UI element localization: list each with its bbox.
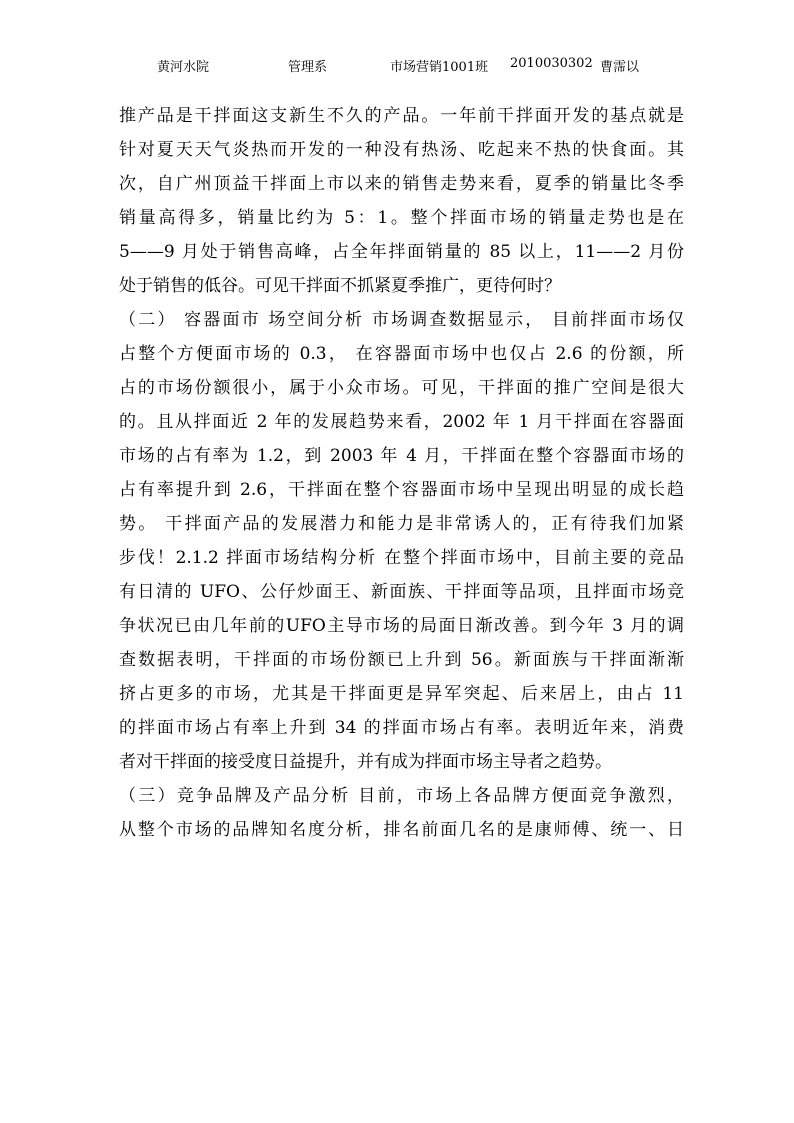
text-line: 挤占更多的市场，尤其是干拌面更是异军突起、后来居上，由占 11 (119, 684, 684, 704)
text-line: 的拌面市场占有率上升到 34 的拌面市场占有率。表明近年来，消费 (119, 718, 684, 738)
text-line: 占有率提升到 2.6，干拌面在整个容器面市场中呈现出明显的成长趋 (119, 480, 684, 500)
text-line: 的。且从拌面近 2 年的发展趋势来看，2002 年 1 月干拌面在容器面 (119, 412, 684, 432)
text-line: 处于销售的低谷。可见干拌面不抓紧夏季推广，更待何时？ (119, 276, 561, 296)
text-line: 销量高得多，销量比约为 5：1。整个拌面市场的销量走势也是在 (119, 208, 684, 228)
text-line: 有日清的 UFO、公仔炒面王、新面族、干拌面等品项，且拌面市场竞 (119, 582, 684, 602)
text-line: 次，自广州顶益干拌面上市以来的销售走势来看，夏季的销量比冬季 (119, 174, 684, 194)
text-line: 查数据表明，干拌面的市场份额已上升到 56。新面族与干拌面渐渐 (119, 650, 684, 670)
text-line: 者对干拌面的接受度日益提升，并有成为拌面市场主导者之趋势。 (119, 752, 612, 772)
text-line: 推产品是干拌面这支新生不久的产品。一年前干拌面开发的基点就是 (119, 106, 684, 126)
text-line: 占整个方便面市场的 0.3， 在容器面市场中也仅占 2.6 的份额，所 (119, 344, 684, 364)
text-line: 争状况已由几年前的UFO主导市场的局面日渐改善。到今年 3 月的调 (119, 616, 684, 636)
text-line: （三）竞争品牌及产品分析 目前，市场上各品牌方便面竞争激烈， (119, 786, 684, 806)
text-line: 步伐！2.1.2 拌面市场结构分析 在整个拌面市场中，目前主要的竞品 (119, 548, 684, 568)
header-class: 市场营销1001班 (390, 60, 489, 75)
text-line: 5——9 月处于销售高峰，占全年拌面销量的 85 以上，11——2 月份 (119, 242, 684, 262)
text-line: 市场的占有率为 1.2，到 2003 年 4 月，干拌面在整个容器面市场的 (119, 446, 684, 466)
header-department: 管理系 (288, 60, 328, 75)
header-school: 黄河水院 (157, 60, 210, 75)
document-body (119, 99, 684, 847)
header-student-name: 曹霈以 (600, 60, 640, 75)
text-line: 势。 干拌面产品的发展潜力和能力是非常诱人的，正有待我们加紧 (119, 514, 684, 534)
header-student-id: 2010030302 (510, 56, 593, 71)
text-line: 占的市场份额很小，属于小众市场。可见，干拌面的推广空间是很大 (119, 378, 684, 398)
text-line: （二） 容器面市 场空间分析 市场调查数据显示， 目前拌面市场仅 (119, 310, 684, 330)
page-header (0, 56, 794, 76)
text-line: 针对夏天天气炎热而开发的一种没有热汤、吃起来不热的快食面。其 (119, 140, 684, 160)
text-line: 从整个市场的品牌知名度分析，排名前面几名的是康师傅、统一、日 (119, 820, 684, 840)
